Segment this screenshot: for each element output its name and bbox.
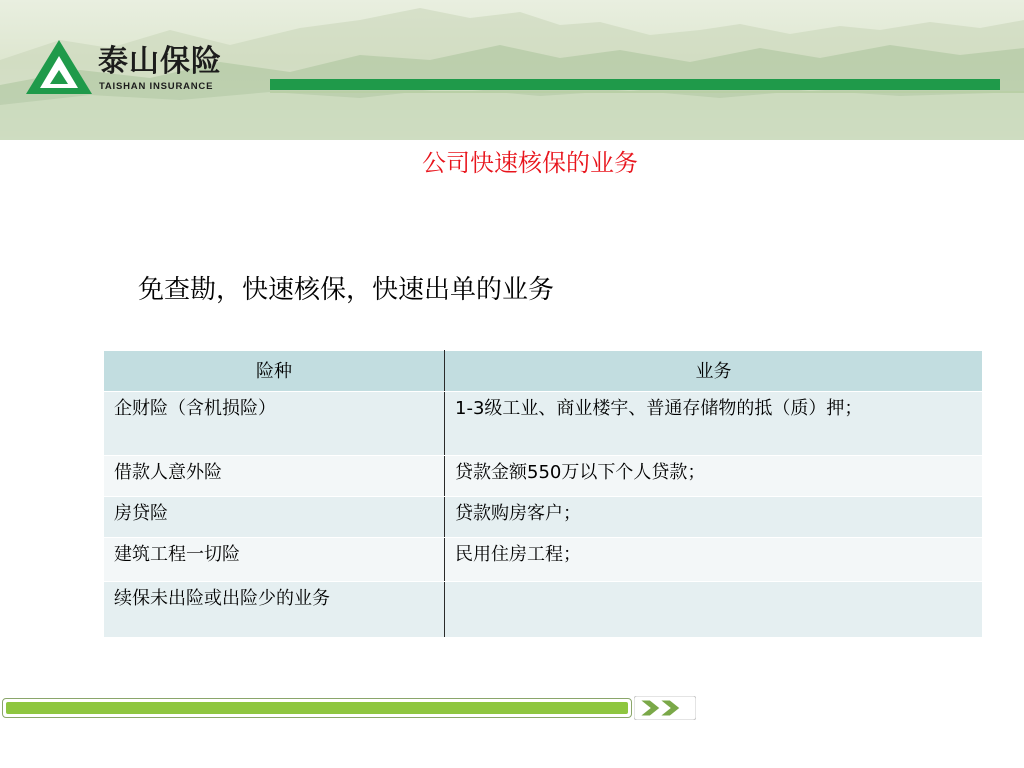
table-cell-insurance-type: 房贷险 bbox=[104, 497, 445, 538]
brand-name-cn: 泰山保险 bbox=[98, 44, 222, 79]
slide-subtitle: 免查勘，快速核保，快速出单的业务 bbox=[138, 275, 555, 305]
footer-progress-bar bbox=[2, 698, 632, 718]
table-cell-insurance-type: 企财险（含机损险） bbox=[104, 392, 445, 456]
header-insurance-type: 险种 bbox=[104, 351, 445, 392]
brand-name-en: TAISHAN INSURANCE bbox=[99, 81, 214, 92]
taishan-logo-icon bbox=[26, 40, 92, 94]
table-cell-business: 1-3级工业、商业楼宇、普通存储物的抵（质）押； bbox=[445, 392, 983, 456]
business-table bbox=[103, 350, 983, 638]
table-cell-business: 贷款购房客户； bbox=[445, 497, 983, 538]
table-cell-business: 贷款金额550万以下个人贷款； bbox=[445, 456, 983, 497]
double-chevron-right-icon bbox=[634, 696, 696, 720]
table-cell-business: 民用住房工程； bbox=[445, 538, 983, 582]
header-business: 业务 bbox=[445, 351, 983, 392]
table-header-row bbox=[104, 351, 983, 392]
header-banner bbox=[0, 0, 1024, 140]
table-row bbox=[104, 538, 983, 582]
table-cell-insurance-type: 续保未出险或出险少的业务 bbox=[104, 582, 445, 638]
header-green-rule bbox=[270, 79, 1000, 90]
table-row bbox=[104, 582, 983, 638]
table-row bbox=[104, 392, 983, 456]
header-thin-rule bbox=[270, 91, 1024, 93]
table-cell-insurance-type: 建筑工程一切险 bbox=[104, 538, 445, 582]
table-row bbox=[104, 456, 983, 497]
table-cell-business bbox=[445, 582, 983, 638]
table-cell-insurance-type: 借款人意外险 bbox=[104, 456, 445, 497]
slide-title: 公司快速核保的业务 bbox=[422, 149, 638, 177]
table-row bbox=[104, 497, 983, 538]
